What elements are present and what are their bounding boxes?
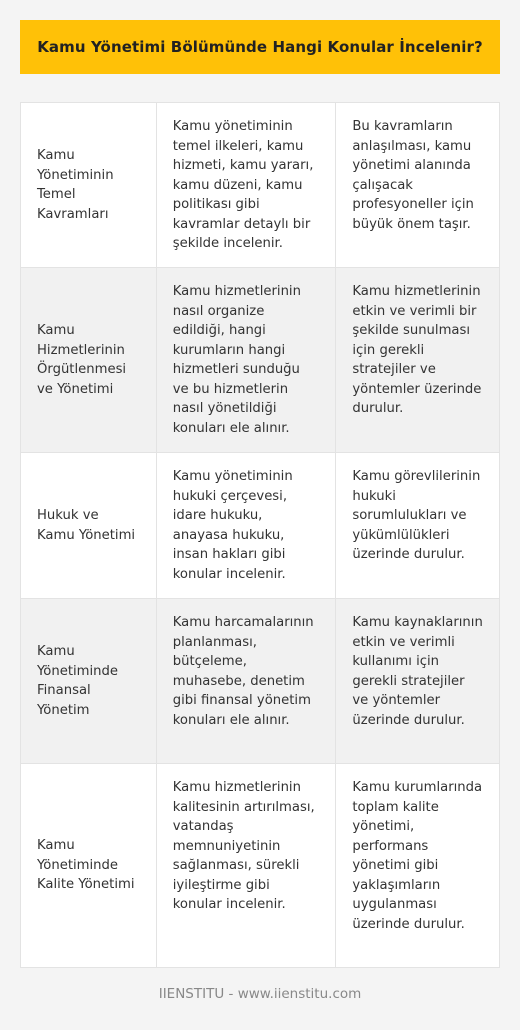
footer-credit: IIENSTITU - www.iienstitu.com: [158, 986, 362, 1002]
page-title: Kamu Yönetimi Bölümünde Hangi Konular İncelenir?: [20, 20, 500, 74]
topic-cell: Kamu Hizmetlerinin Örgütlenmesi ve Yönetimi: [21, 268, 157, 452]
table-row: [21, 764, 500, 968]
description-cell: Kamu yönetiminin hukuki çerçevesi, idare hukuku, anayasa hukuku, insan hakları gibi konular incelenir.: [157, 453, 337, 598]
table-row: [21, 453, 500, 599]
importance-cell: Kamu kurumlarında toplam kalite yönetimi, performans yönetimi gibi yaklaşımların uygulanması üzerinde durulur.: [336, 764, 500, 967]
topic-cell: Kamu Yönetiminin Temel Kavramları: [21, 103, 157, 267]
topics-table: [20, 102, 500, 968]
table-row: [21, 268, 500, 453]
table-row: [21, 103, 500, 268]
importance-cell: Kamu görevlilerinin hukuki sorumlulukları ve yükümlülükleri üzerinde durulur.: [336, 453, 500, 598]
description-cell: Kamu harcamalarının planlanması, bütçeleme, muhasebe, denetim gibi finansal yönetim konuları ele alınır.: [157, 599, 337, 763]
description-cell: Kamu yönetiminin temel ilkeleri, kamu hizmeti, kamu yararı, kamu düzeni, kamu politikası gibi kavramlar detaylı bir şekilde incelenir.: [157, 103, 337, 267]
topic-cell: Kamu Yönetiminde Finansal Yönetim: [21, 599, 157, 763]
topic-cell: Hukuk ve Kamu Yönetimi: [21, 453, 157, 598]
importance-cell: Kamu hizmetlerinin etkin ve verimli bir şekilde sunulması için gerekli stratejiler ve yöntemler üzerinde durulur.: [336, 268, 500, 452]
importance-cell: Kamu kaynaklarının etkin ve verimli kullanımı için gerekli stratejiler ve yöntemler üzerinde durulur.: [336, 599, 500, 763]
description-cell: Kamu hizmetlerinin kalitesinin artırılması, vatandaş memnuniyetinin sağlanması, sürekli iyileştirme gibi konular incelenir.: [157, 764, 337, 967]
description-cell: Kamu hizmetlerinin nasıl organize edildiği, hangi kurumların hangi hizmetleri sunduğu ve bu hizmetlerin nasıl yönetildiği konuları ele alınır.: [157, 268, 337, 452]
table-row: [21, 599, 500, 764]
importance-cell: Bu kavramların anlaşılması, kamu yönetimi alanında çalışacak profesyoneller için büyük önem taşır.: [336, 103, 500, 267]
topic-cell: Kamu Yönetiminde Kalite Yönetimi: [21, 764, 157, 967]
